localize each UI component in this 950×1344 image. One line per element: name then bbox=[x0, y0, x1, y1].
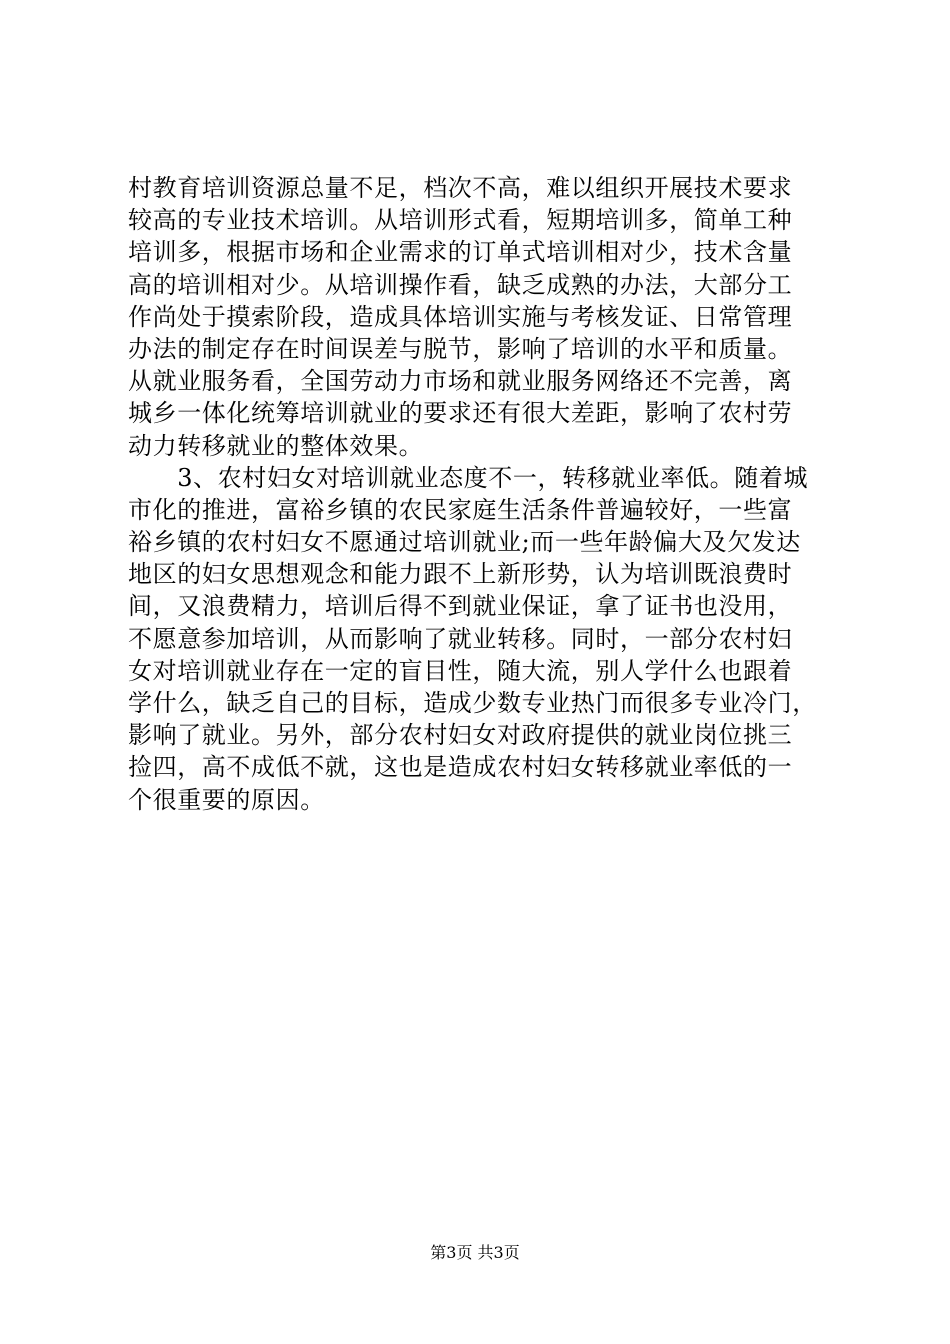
text-line-11: 市化的推进，富裕乡镇的农民家庭生活条件普遍较好，一些富 bbox=[128, 495, 793, 524]
text-line-7: 从就业服务看，全国劳动力市场和就业服务网络还不完善，离 bbox=[128, 367, 793, 396]
text-line-17: 学什么，缺乏自己的目标，造成少数专业热门而很多专业冷门， bbox=[128, 689, 817, 717]
text-line-10: 3、农村妇女对培训就业态度不一，转移就业率低。随着城 bbox=[128, 463, 809, 492]
text-line-13: 地区的妇女思想观念和能力跟不上新形势，认为培训既浪费时 bbox=[128, 560, 793, 589]
text-line-8: 城乡一体化统筹培训就业的要求还有很大差距，影响了农村劳 bbox=[128, 399, 793, 428]
body-text bbox=[128, 172, 838, 816]
text-line-9: 动力转移就业的整体效果。 bbox=[128, 431, 424, 460]
text-line-5: 作尚处于摸索阶段，造成具体培训实施与考核发证、日常管理 bbox=[128, 302, 793, 331]
page-footer: 第3页 共3页 bbox=[430, 1243, 520, 1262]
text-line-18: 影响了就业。另外，部分农村妇女对政府提供的就业岗位挑三 bbox=[128, 721, 793, 750]
text-line-1: 村教育培训资源总量不足，档次不高，难以组织开展技术要求 bbox=[128, 174, 793, 202]
text-line-2: 较高的专业技术培训。从培训形式看，短期培训多，简单工种 bbox=[128, 206, 793, 235]
text-line-19: 捡四，高不成低不就，这也是造成农村妇女转移就业率低的一 bbox=[128, 753, 793, 782]
text-line-6: 办法的制定存在时间误差与脱节，影响了培训的水平和质量。 bbox=[128, 334, 793, 363]
text-line-15: 不愿意参加培训，从而影响了就业转移。同时，一部分农村妇 bbox=[128, 624, 793, 653]
text-line-12: 裕乡镇的农村妇女不愿通过培训就业;而一些年龄偏大及欠发达 bbox=[128, 528, 801, 557]
text-line-14: 间，又浪费精力，培训后得不到就业保证，拿了证书也没用， bbox=[128, 592, 793, 621]
text-line-16: 女对培训就业存在一定的盲目性，随大流，别人学什么也跟着 bbox=[128, 656, 793, 685]
text-line-3: 培训多，根据市场和企业需求的订单式培训相对少，技术含量 bbox=[128, 238, 793, 267]
text-line-4: 高的培训相对少。从培训操作看，缺乏成熟的办法，大部分工 bbox=[128, 270, 793, 299]
text-line-20: 个很重要的原因。 bbox=[128, 785, 325, 814]
